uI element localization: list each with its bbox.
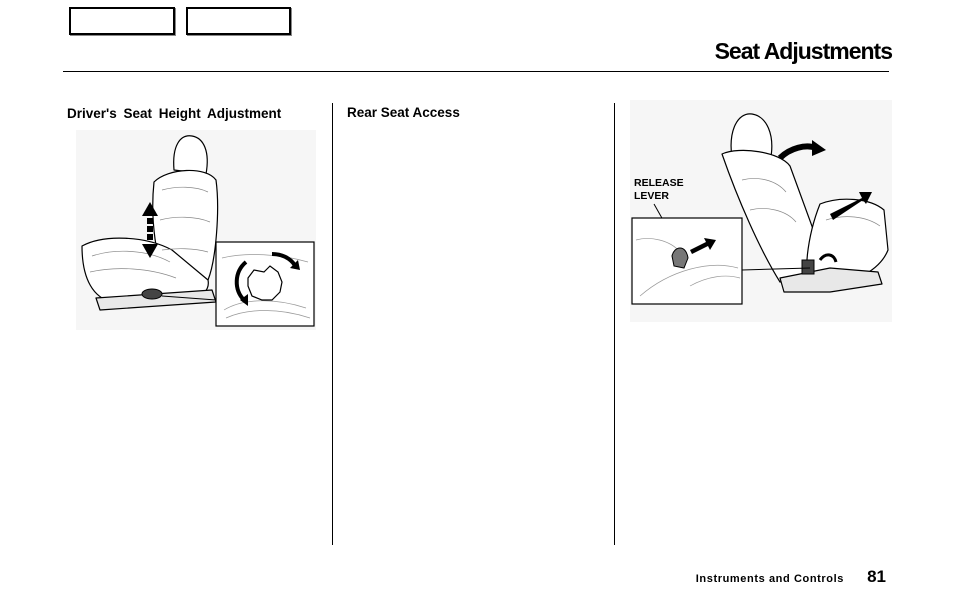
column-divider-1 <box>332 103 333 545</box>
footer-section-name: Instruments and Controls <box>695 573 844 585</box>
callout-line-2: LEVER <box>634 190 670 202</box>
rear-seat-heading: Rear Seat Access <box>347 105 460 120</box>
callout-line-1: RELEASE <box>634 177 684 189</box>
driver-seat-illustration <box>76 130 316 358</box>
nav-next-button[interactable] <box>186 7 291 35</box>
page-title: Seat Adjustments <box>714 38 892 64</box>
nav-previous-button[interactable] <box>69 7 175 35</box>
title-divider <box>63 71 889 72</box>
column-divider-2 <box>614 103 615 545</box>
driver-seat-heading: Driver's Seat Height Adjustment <box>67 106 282 121</box>
page-number: 81 <box>867 567 886 586</box>
release-lever-callout <box>634 177 684 203</box>
rear-seat-illustration <box>630 100 892 322</box>
